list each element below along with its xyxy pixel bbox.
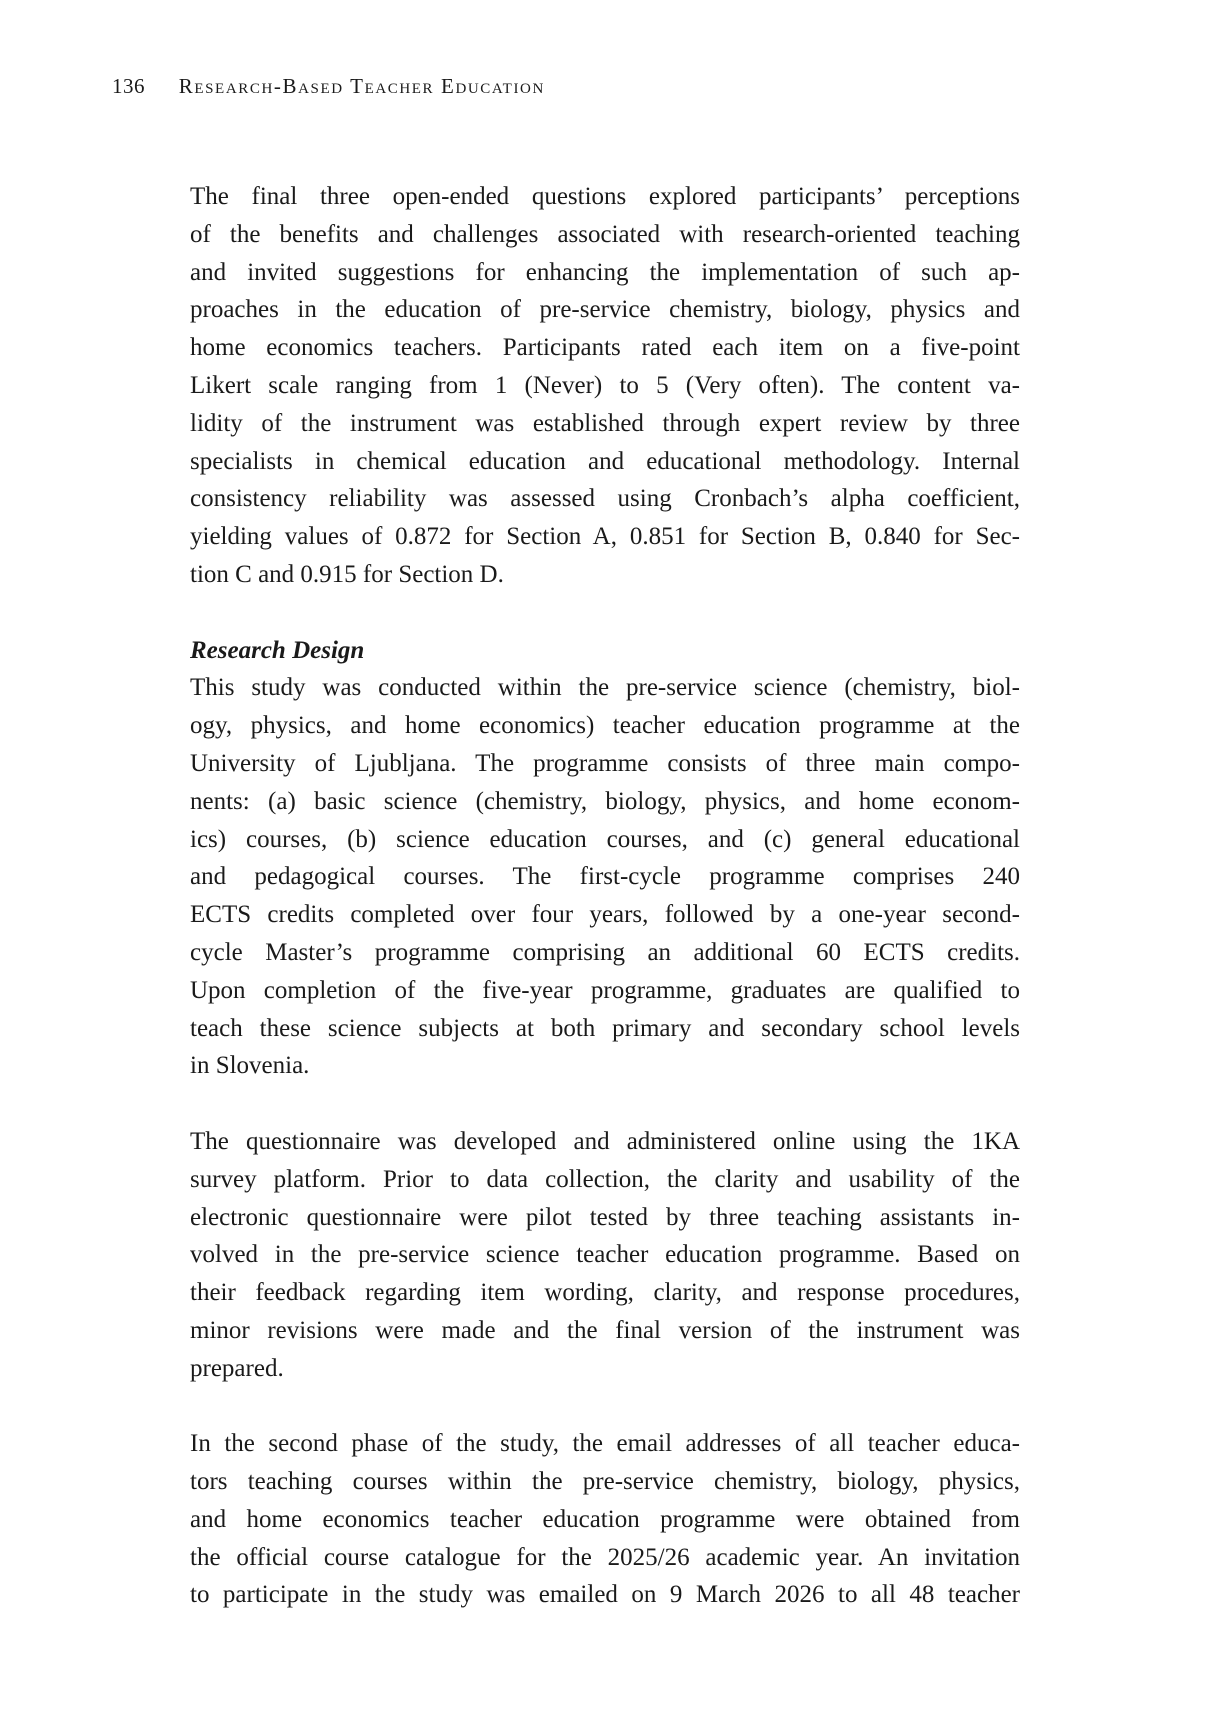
body-text xyxy=(190,178,1020,1614)
text-line: yielding values of 0.872 for Section A, 0.851 for Section B, 0.840 for Sec- xyxy=(190,523,1020,551)
text-line: ECTS credits completed over four years, followed by a one-year second- xyxy=(190,901,1020,929)
text-line: and home economics teacher education programme were obtained from xyxy=(190,1505,1020,1533)
text-line: and invited suggestions for enhancing the implementation of such ap- xyxy=(190,258,1020,286)
text-line: In the second phase of the study, the email addresses of all teacher educa- xyxy=(190,1430,1020,1458)
paragraph-research-design xyxy=(190,669,1020,1085)
text-line: survey platform. Prior to data collection, the clarity and usability of the xyxy=(190,1165,1020,1193)
text-line: The final three open-ended questions explored participants’ perceptions xyxy=(190,183,1020,210)
text-line: tors teaching courses within the pre-service chemistry, biology, physics, xyxy=(190,1468,1020,1496)
text-line: consistency reliability was assessed using Cronbach’s alpha coefficient, xyxy=(190,485,1020,513)
text-line: tion C and 0.915 for Section D. xyxy=(190,560,504,588)
text-line: ogy, physics, and home economics) teacher education programme at the xyxy=(190,712,1020,740)
text-line: specialists in chemical education and educational methodology. Internal xyxy=(190,447,1020,475)
text-line: and pedagogical courses. The first-cycle programme comprises 240 xyxy=(190,863,1020,891)
paragraph-instrument-validity xyxy=(190,178,1020,594)
paragraph-spacer xyxy=(190,1085,1020,1123)
text-line: in Slovenia. xyxy=(190,1052,310,1080)
section-heading: Research Design xyxy=(190,636,365,664)
text-line: prepared. xyxy=(190,1354,284,1382)
paragraph-questionnaire xyxy=(190,1123,1020,1388)
text-line: University of Ljubljana. The programme consists of three main compo- xyxy=(190,749,1020,777)
text-line: nents: (a) basic science (chemistry, biology, physics, and home econom- xyxy=(190,787,1020,815)
text-line: proaches in the education of pre-service chemistry, biology, physics and xyxy=(190,296,1020,324)
text-line: Likert scale ranging from 1 (Never) to 5 (Very often). The content va- xyxy=(190,371,1020,399)
text-line: home economics teachers. Participants rated each item on a five-point xyxy=(190,334,1020,362)
text-line: to participate in the study was emailed on 9 March 2026 to all 48 teacher xyxy=(190,1581,1020,1609)
text-line: lidity of the instrument was established through expert review by three xyxy=(190,409,1020,437)
paragraph-second-phase xyxy=(190,1425,1020,1614)
text-line: minor revisions were made and the final version of the instrument was xyxy=(190,1316,1020,1344)
text-line: teach these science subjects at both primary and secondary school levels xyxy=(190,1014,1020,1042)
text-line: of the benefits and challenges associated with research-oriented teaching xyxy=(190,220,1020,248)
text-line: Upon completion of the five-year programme, graduates are qualified to xyxy=(190,976,1020,1004)
text-line: their feedback regarding item wording, clarity, and response procedures, xyxy=(190,1279,1020,1307)
text-line: volved in the pre-service science teacher education programme. Based on xyxy=(190,1241,1020,1269)
paragraph-spacer xyxy=(190,1388,1020,1426)
text-line: electronic questionnaire were pilot tested by three teaching assistants in- xyxy=(190,1203,1020,1231)
paragraph-spacer xyxy=(190,594,1020,632)
running-header xyxy=(112,74,545,99)
running-title: Research-Based Teacher Education xyxy=(178,74,545,98)
text-line: the official course catalogue for the 2025/26 academic year. An invitation xyxy=(190,1543,1020,1571)
page-number: 136 xyxy=(112,74,145,98)
text-line: cycle Master’s programme comprising an additional 60 ECTS credits. xyxy=(190,938,1020,966)
text-line: This study was conducted within the pre-service science (chemistry, biol- xyxy=(190,674,1020,702)
text-line: The questionnaire was developed and administered online using the 1KA xyxy=(190,1127,1020,1155)
text-line: ics) courses, (b) science education courses, and (c) general educational xyxy=(190,825,1020,853)
